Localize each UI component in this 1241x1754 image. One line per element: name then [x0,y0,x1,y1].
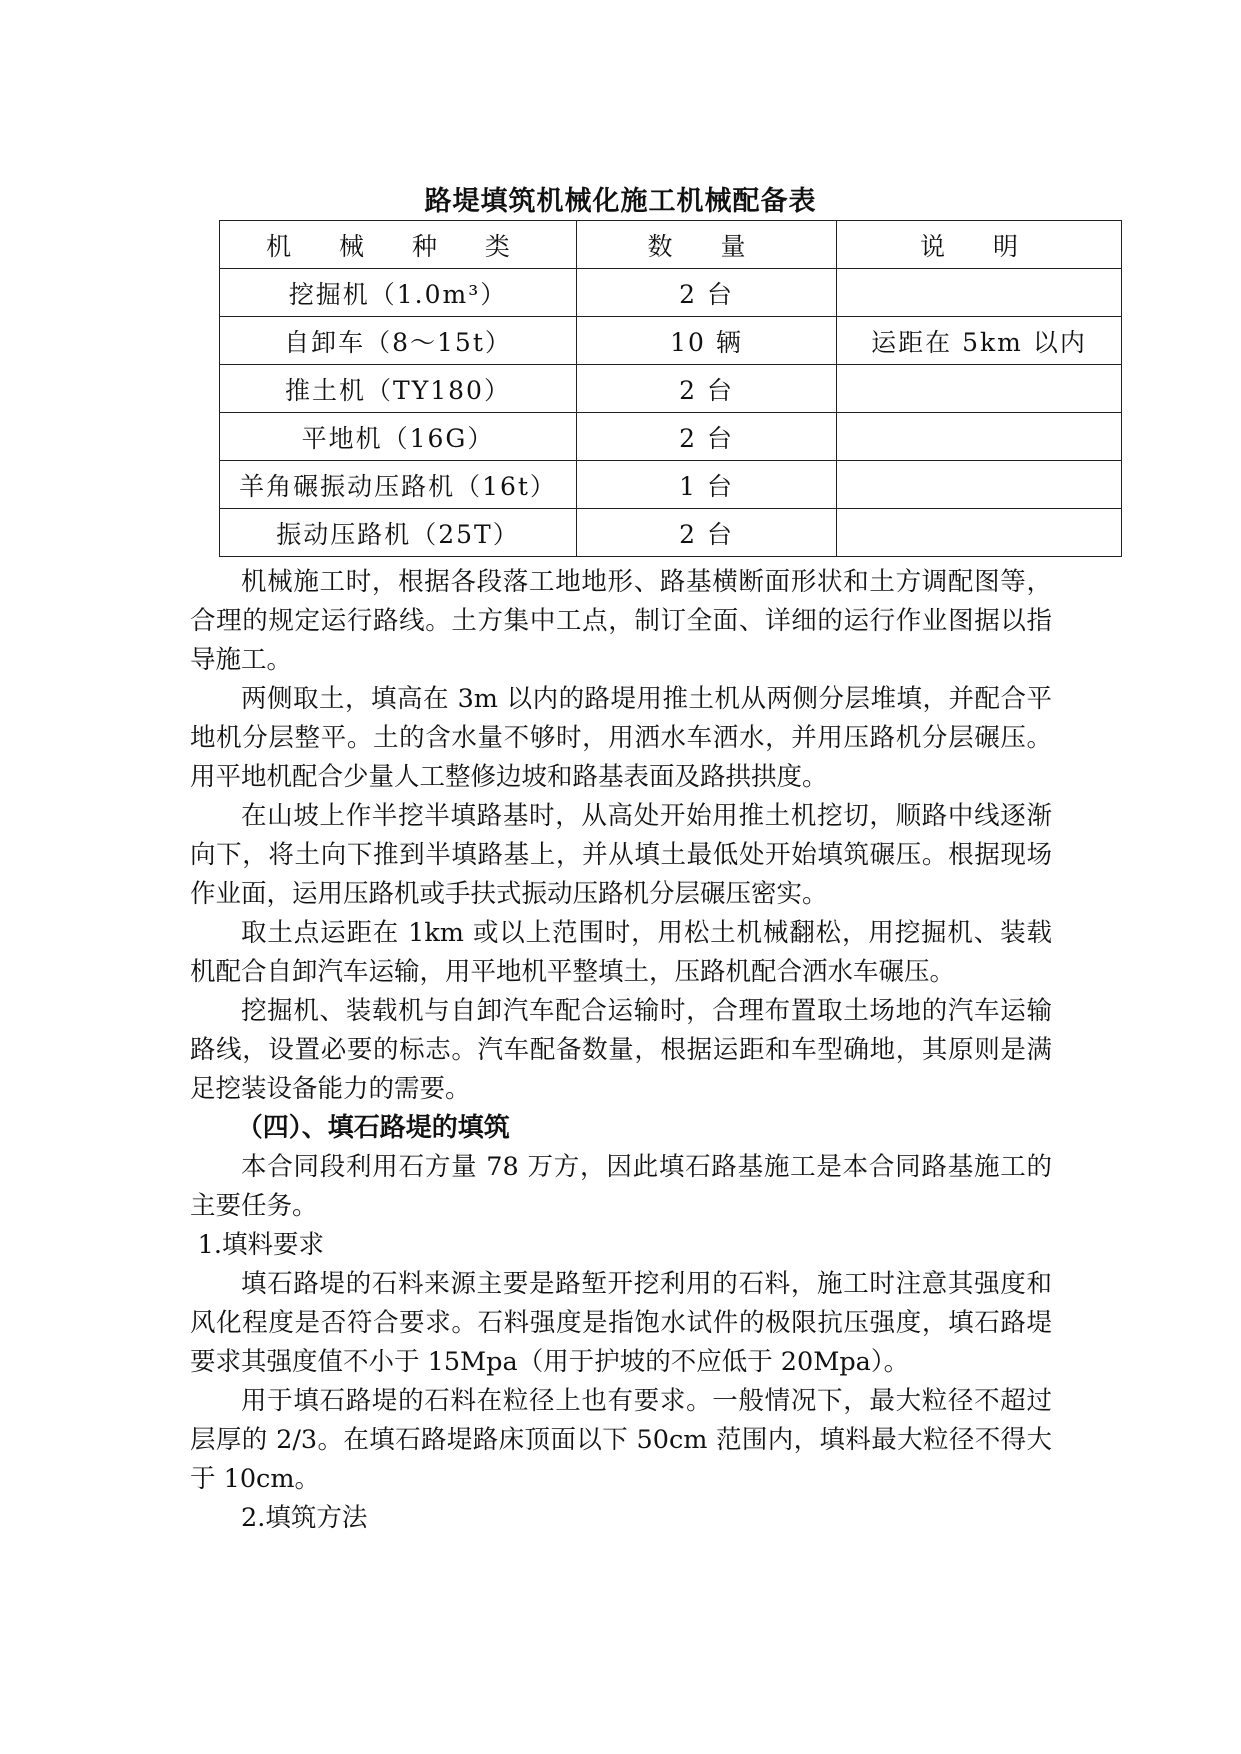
paragraph: 本合同段利用石方量 78 万方，因此填石路基施工是本合同路基施工的主要任务。 [190,1152,1052,1221]
cell-remarks [837,269,1122,317]
cell-quantity: 10 辆 [577,317,837,365]
cell-quantity: 2 台 [577,413,837,461]
cell-remarks [837,365,1122,413]
table-title: 路堤填筑机械化施工机械配备表 [424,186,817,217]
table-header-row [220,221,1122,269]
cell-machine: 羊角碾振动压路机（16t） [220,461,577,509]
cell-quantity: 2 台 [577,269,837,317]
table-row [220,365,1122,413]
cell-quantity: 1 台 [577,461,837,509]
paragraph: 两侧取土，填高在 3m 以内的路堤用推土机从两侧分层堆填，并配合平地机分层整平。土的含水量不够时，用洒水车洒水，并用压路机分层碾压。用平地机配合少量人工整修边坡和路基表面及路拱拱度。 [190,684,1052,792]
header-remarks: 说 明 [837,221,1122,269]
paragraph: 取土点运距在 1km 或以上范围时，用松土机械翻松，用挖掘机、装载机配合自卸汽车运输，用平地机平整填土，压路机配合洒水车碾压。 [190,918,1052,987]
table-row [220,269,1122,317]
header-quantity: 数 量 [577,221,837,269]
cell-remarks [837,413,1122,461]
cell-remarks [837,509,1122,557]
subsection-heading: 1.填料要求 [197,1230,324,1260]
table-row [220,461,1122,509]
body-text [190,563,1052,1538]
cell-machine: 挖掘机（1.0m³） [220,269,577,317]
header-machine-type: 机 械 种 类 [220,221,577,269]
cell-remarks: 运距在 5km 以内 [837,317,1122,365]
table-row [220,317,1122,365]
equipment-table [219,220,1122,557]
paragraph: 在山坡上作半挖半填路基时，从高处开始用推土机挖切，顺路中线逐渐向下，将土向下推到半填路基上，并从填土最低处开始填筑碾压。根据现场作业面，运用压路机或手扶式振动压路机分层碾压密实。 [190,801,1052,909]
cell-machine: 平地机（16G） [220,413,577,461]
cell-quantity: 2 台 [577,509,837,557]
paragraph: 挖掘机、装载机与自卸汽车配合运输时，合理布置取土场地的汽车运输路线，设置必要的标志。汽车配备数量，根据运距和车型确地，其原则是满足挖装设备能力的需要。 [190,996,1052,1104]
subsection-heading: 2.填筑方法 [241,1503,368,1533]
cell-machine: 振动压路机（25T） [220,509,577,557]
cell-quantity: 2 台 [577,365,837,413]
section-heading: （四）、填石路堤的填筑 [236,1113,510,1143]
paragraph: 填石路堤的石料来源主要是路堑开挖利用的石料，施工时注意其强度和风化程度是否符合要求。石料强度是指饱水试件的极限抗压强度，填石路堤要求其强度值不小于 15Mpa（用于护坡的不应低于 20Mpa）。 [190,1269,1052,1377]
cell-machine: 自卸车（8～15t） [220,317,577,365]
paragraph: 机械施工时，根据各段落工地地形、路基横断面形状和土方调配图等，合理的规定运行路线。土方集中工点，制订全面、详细的运行作业图据以指导施工。 [190,567,1052,675]
table-row [220,509,1122,557]
cell-remarks [837,461,1122,509]
cell-machine: 推土机（TY180） [220,365,577,413]
table-row [220,413,1122,461]
paragraph: 用于填石路堤的石料在粒径上也有要求。一般情况下，最大粒径不超过层厚的 2/3。在填石路堤路床顶面以下 50cm 范围内，填料最大粒径不得大于 10cm。 [190,1386,1052,1494]
